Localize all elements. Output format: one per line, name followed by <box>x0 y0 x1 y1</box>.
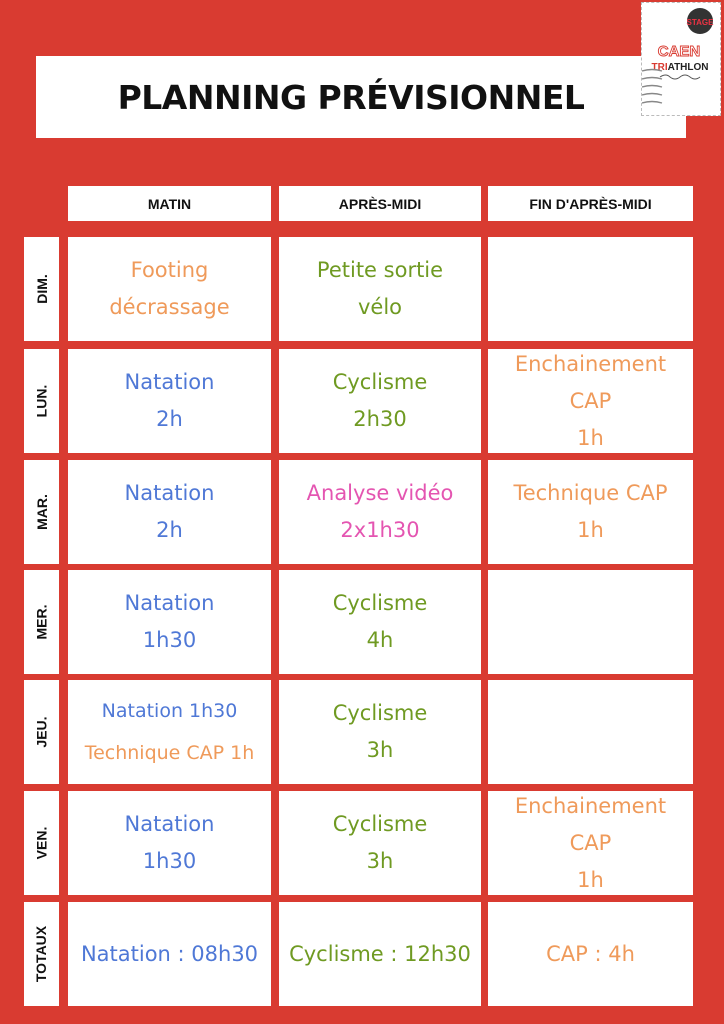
cell-line: décrassage <box>109 295 230 319</box>
cell-line: Technique CAP <box>513 481 668 505</box>
cell-line: 1h30 <box>142 849 197 873</box>
cell-line: CAP <box>569 388 612 413</box>
row-label-totaux <box>24 902 59 1006</box>
cell-line: Cyclisme : 12h30 <box>289 941 471 966</box>
row-label-ven <box>24 791 59 895</box>
schedule-cell <box>488 460 693 564</box>
cell-line: Cyclisme <box>332 370 428 394</box>
schedule-cell <box>488 237 693 341</box>
cell-line: 3h <box>366 849 394 873</box>
schedule-cell <box>488 349 693 453</box>
cell-line: CAP <box>569 830 612 855</box>
cell-line: Natation <box>124 370 215 394</box>
caen-triathlon-logo-stamp <box>641 2 721 116</box>
cell-line: 3h <box>366 738 394 762</box>
page-title: PLANNING PRÉVISIONNEL <box>117 77 585 117</box>
row-label-text: TOTAUX <box>33 925 50 983</box>
row-label-mer <box>24 570 59 674</box>
schedule-cell <box>68 902 271 1006</box>
cell-line: Enchainement <box>514 351 667 376</box>
schedule-cell <box>279 237 481 341</box>
cell-line: Analyse vidéo <box>306 481 454 505</box>
cell-line: Enchainement <box>514 793 667 818</box>
column-header-matin: MATIN <box>68 186 271 221</box>
cell-line: Natation 1h30 <box>101 700 238 722</box>
cell-line: Natation <box>124 591 215 615</box>
row-label-text: VEN. <box>33 826 50 860</box>
cell-line: 1h <box>577 425 604 450</box>
schedule-cell <box>279 680 481 784</box>
schedule-cell <box>68 680 271 784</box>
cell-line: Natation <box>124 481 215 505</box>
schedule-cell <box>279 460 481 564</box>
cell-line: Petite sortie <box>316 258 444 282</box>
schedule-cell <box>68 791 271 895</box>
logo-badge-text: STAGE <box>686 18 714 27</box>
schedule-cell <box>279 349 481 453</box>
cell-line: 2h <box>156 518 183 542</box>
cell-line: Cyclisme <box>332 701 428 725</box>
schedule-cell <box>279 791 481 895</box>
row-label-jeu <box>24 680 59 784</box>
schedule-cell <box>488 570 693 674</box>
cell-line: 2x1h30 <box>340 518 420 542</box>
schedule-cell <box>68 349 271 453</box>
logo-caen-text: CAEN <box>657 43 701 60</box>
cell-line: 2h30 <box>353 407 407 431</box>
row-label-text: JEU. <box>33 716 50 748</box>
schedule-cell <box>279 902 481 1006</box>
schedule-cell <box>68 570 271 674</box>
schedule-cell <box>68 237 271 341</box>
row-label-text: MER. <box>33 604 50 640</box>
cell-line: 1h <box>577 518 604 542</box>
row-label-mar <box>24 460 59 564</box>
cell-line: 1h <box>577 867 604 892</box>
column-header-apres-midi: APRÈS-MIDI <box>279 186 481 221</box>
cell-line: Cyclisme <box>332 591 428 615</box>
row-label-text: DIM. <box>33 274 50 304</box>
schedule-cell <box>68 460 271 564</box>
schedule-cell <box>488 680 693 784</box>
schedule-cell <box>488 902 693 1006</box>
cell-line: 4h <box>366 628 394 652</box>
cell-line: Footing <box>130 258 209 282</box>
cell-line: 2h <box>156 407 183 431</box>
title-box <box>36 56 686 138</box>
column-header-fin-apres-midi: FIN D'APRÈS-MIDI <box>488 186 693 221</box>
cell-line: Technique CAP 1h <box>84 742 255 764</box>
row-label-text: LUN. <box>33 384 50 418</box>
schedule-cell <box>279 570 481 674</box>
cell-line: Cyclisme <box>332 812 428 836</box>
row-label-text: MAR. <box>33 494 50 530</box>
row-label-lun <box>24 349 59 453</box>
cell-line: Natation : 08h30 <box>80 941 259 966</box>
cell-line: CAP : 4h <box>546 941 635 966</box>
cell-line: 1h30 <box>142 628 197 652</box>
schedule-cell <box>488 791 693 895</box>
cell-line: Natation <box>124 812 215 836</box>
logo-triathlon-text: TRIATHLON <box>651 62 709 73</box>
row-label-dim <box>24 237 59 341</box>
cell-line: vélo <box>357 295 403 319</box>
